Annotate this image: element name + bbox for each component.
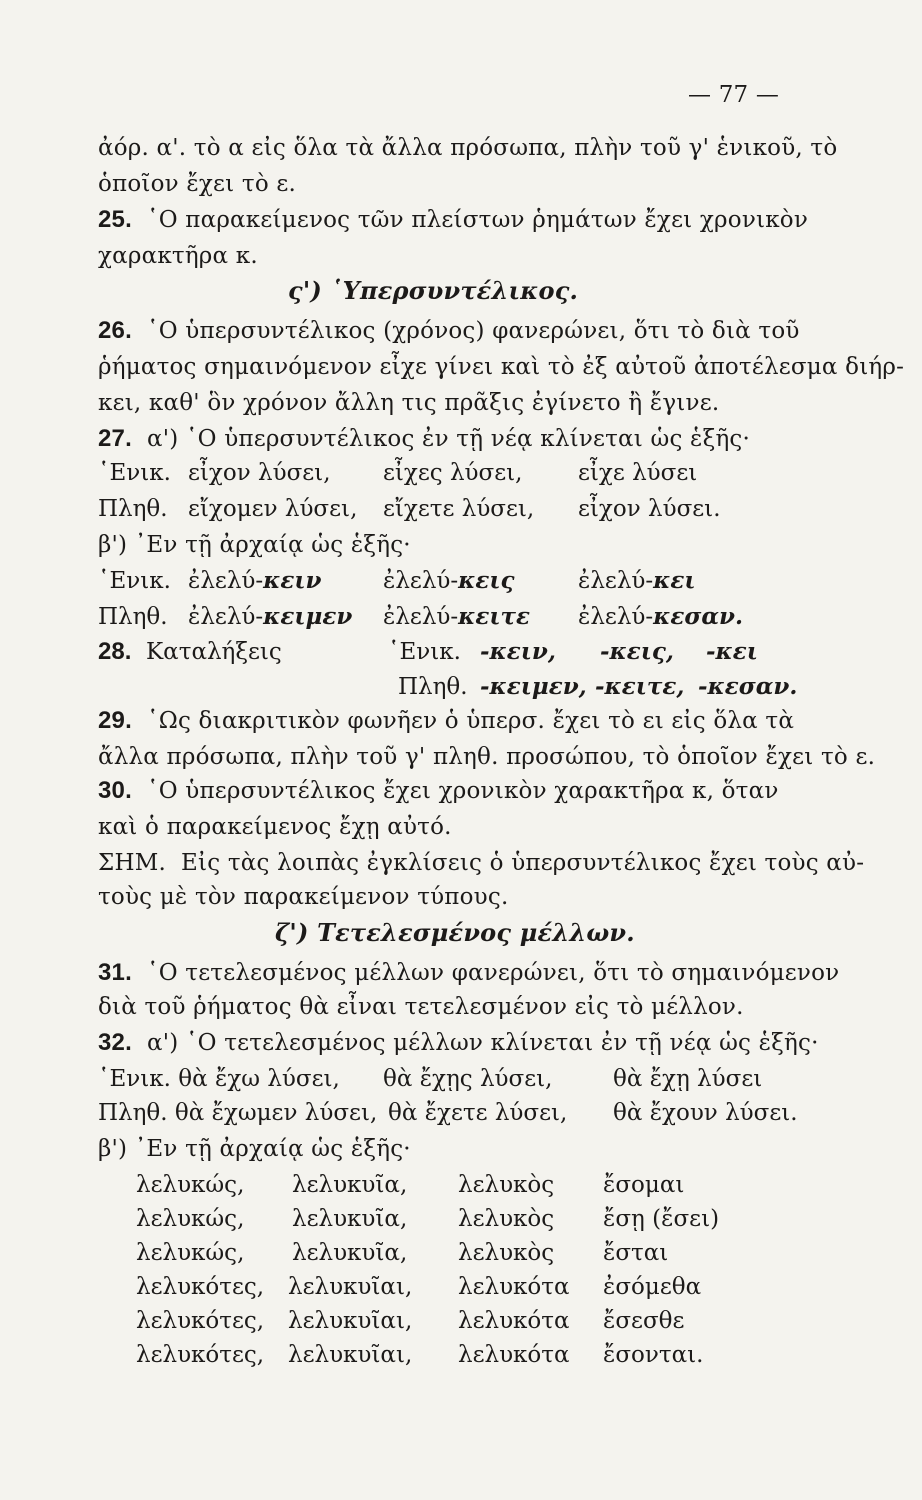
t32b-cell: λελυκυῖαι,: [288, 1274, 413, 1300]
paragraph-30-line-2: καὶ ὁ παρακείμενος ἔχῃ αὐτό.: [98, 814, 452, 840]
paragraph-31-number: 31.: [98, 959, 132, 986]
t32b-cell: λελυκυῖα,: [292, 1206, 408, 1232]
t32b-cell: λελυκότα: [458, 1342, 570, 1368]
paragraph-25: [98, 205, 808, 235]
p28-sg-label: ῾Ενικ.: [388, 639, 461, 665]
page-number: — 77 —: [688, 82, 780, 108]
paragraph-31-line-1: ῾Ο τετελεσμένος μέλλων φανερώνει, ὅτι τὸ σημαινόμενον: [147, 960, 840, 986]
p28-pl-label: Πληθ.: [398, 674, 468, 700]
paragraph-28-label: Καταλήξεις: [146, 639, 282, 665]
note-line-1: Εἰς τὰς λοιπὰς ἐγκλίσεις ὁ ὑπερσυντέλικος ἔχει τοὺς αὐ-: [181, 850, 865, 876]
t32b-cell: ἔσονται.: [603, 1342, 704, 1368]
t27b-sg-3: ἐλελύ-κει: [578, 567, 696, 594]
paragraph-27-beta: β') ᾿Εν τῇ ἀρχαίᾳ ὡς ἑξῆς·: [98, 532, 411, 558]
t32b-cell: λελυκότα: [458, 1308, 570, 1334]
t32a-pl-1: Πληθ. θὰ ἔχωμεν λύσει,: [98, 1100, 378, 1126]
note-label: ΣΗΜ.: [98, 850, 166, 876]
note-line-2: τοὺς μὲ τὸν παρακείμενον τύπους.: [98, 884, 509, 910]
section-heading-future-perfect: ζ') Τετελεσμένος μέλλων.: [275, 918, 635, 947]
t32b-cell: ἔσῃ (ἔσει): [603, 1206, 720, 1232]
t32a-pl-3: θὰ ἔχουν λύσει.: [613, 1100, 798, 1126]
paragraph-26-number: 26.: [98, 317, 132, 344]
section-heading-pluperfect: ς') ῾Υπερσυντέλικος.: [288, 276, 579, 305]
paragraph-31: [98, 958, 839, 988]
paragraph-29: [98, 706, 794, 736]
paragraph-26-line-1: ῾Ο ὑπερσυντέλικος (χρόνος) φανερώνει, ὅτι τὸ διὰ τοῦ: [147, 318, 800, 344]
t32b-cell: λελυκυῖα,: [292, 1172, 408, 1198]
paragraph-30: [98, 776, 779, 806]
p28-pl-3: -κεσαν.: [698, 673, 798, 700]
paragraph-29-line-1: ῾Ως διακριτικὸν φωνῆεν ὁ ὑπερσ. ἔχει τὸ ει εἰς ὅλα τὰ: [147, 708, 795, 734]
t27a-sg-2: εἶχες λύσει,: [383, 460, 523, 486]
t32b-cell: λελυκὸς: [458, 1240, 555, 1266]
paragraph-24-line-1: ἀόρ. α'. τὸ α εἰς ὅλα τὰ ἄλλα πρόσωπα, πλὴν τοῦ γ' ἑνικοῦ, τὸ: [98, 135, 838, 161]
paragraph-30-number: 30.: [98, 777, 132, 804]
t32b-cell: λελυκότες,: [136, 1342, 265, 1368]
t27b-pl-2: ἐλελύ-κειτε: [383, 603, 530, 630]
t32b-cell: ἔσομαι: [603, 1172, 685, 1198]
paragraph-29-line-2: ἄλλα πρόσωπα, πλὴν τοῦ γ' πληθ. προσώπου, τὸ ὁποῖον ἔχει τὸ ε.: [98, 744, 876, 770]
t27a-pl-3: εἶχον λύσει.: [578, 496, 721, 522]
t32b-cell: λελυκώς,: [136, 1206, 245, 1232]
paragraph-26-line-2: ῥήματος σημαινόμενον εἶχε γίνει καὶ τὸ ἐξ αὐτοῦ ἀποτέλεσμα διήρ-: [98, 354, 905, 380]
t27a-pl-1: εἴχομεν λύσει,: [188, 496, 358, 522]
t32b-cell: λελυκότες,: [136, 1274, 265, 1300]
paragraph-28-number: 28.: [98, 638, 132, 665]
paragraph-27: [98, 424, 750, 454]
t32a-sg-1: ῾Ενικ. θὰ ἔχω λύσει,: [98, 1066, 340, 1092]
t32b-cell: λελυκυῖαι,: [288, 1308, 413, 1334]
paragraph-29-number: 29.: [98, 707, 132, 734]
paragraph-24-line-2: ὁποῖον ἔχει τὸ ε.: [98, 171, 297, 197]
t32a-pl-2: θὰ ἔχετε λύσει,: [388, 1100, 568, 1126]
t32b-cell: λελυκώς,: [136, 1172, 245, 1198]
t32b-cell: λελυκότα: [458, 1274, 570, 1300]
note: [98, 848, 864, 878]
paragraph-28: [98, 637, 282, 667]
paragraph-26: [98, 316, 800, 346]
t27b-pl-3: ἐλελύ-κεσαν.: [578, 603, 744, 630]
paragraph-25-number: 25.: [98, 206, 132, 233]
paragraph-27-number: 27.: [98, 425, 132, 452]
t27a-sg-3: εἶχε λύσει: [578, 460, 698, 486]
t32b-cell: λελυκώς,: [136, 1240, 245, 1266]
p28-pl-2: -κειτε,: [595, 673, 685, 700]
t32b-cell: λελυκυῖαι,: [288, 1342, 413, 1368]
t32b-cell: ἐσόμεθα: [603, 1274, 702, 1300]
paragraph-25-line-1: ῾Ο παρακείμενος τῶν πλείστων ῥημάτων ἔχει χρονικὸν: [147, 207, 809, 233]
t27b-pl-label: Πληθ.: [98, 604, 168, 630]
t32a-sg-3: θὰ ἔχῃ λύσει: [613, 1066, 763, 1092]
t32b-cell: ἔσται: [603, 1240, 669, 1266]
t27b-pl-1: ἐλελύ-κειμεν: [188, 603, 353, 630]
paragraph-31-line-2: διὰ τοῦ ῥήματος θὰ εἶναι τετελεσμένον εἰς τὸ μέλλον.: [98, 994, 744, 1020]
t27a-pl-2: εἴχετε λύσει,: [383, 496, 535, 522]
p28-sg-2: -κεις,: [600, 638, 674, 665]
t32b-cell: λελυκὸς: [458, 1172, 555, 1198]
paragraph-30-line-1: ῾Ο ὑπερσυντέλικος ἔχει χρονικὸν χαρακτῆρα κ, ὅταν: [147, 778, 779, 804]
paragraph-32: [98, 1028, 819, 1058]
paragraph-32-number: 32.: [98, 1029, 132, 1056]
paragraph-25-line-2: χαρακτῆρα κ.: [98, 243, 258, 269]
t27b-sg-label: ῾Ενικ.: [98, 568, 171, 594]
t27a-sg-label: ῾Ενικ.: [98, 460, 171, 486]
t32b-cell: λελυκότες,: [136, 1308, 265, 1334]
t27b-sg-2: ἐλελύ-κεις: [383, 567, 515, 594]
paragraph-26-line-3: κει, καθ' ὃν χρόνον ἄλλη τις πρᾶξις ἐγίνετο ἢ ἔγινε.: [98, 390, 720, 416]
t27a-pl-label: Πληθ.: [98, 496, 168, 522]
paragraph-32-beta: β') ᾿Εν τῇ ἀρχαίᾳ ὡς ἑξῆς·: [98, 1136, 411, 1162]
p28-sg-3: -κει: [706, 638, 758, 665]
t32b-cell: λελυκυῖα,: [292, 1240, 408, 1266]
t32b-cell: ἔσεσθε: [603, 1308, 685, 1334]
p28-pl-1: -κειμεν,: [480, 673, 587, 700]
t32a-sg-2: θὰ ἔχῃς λύσει,: [383, 1066, 553, 1092]
t27b-sg-1: ἐλελύ-κειν: [188, 567, 322, 594]
p28-sg-1: -κειν,: [480, 638, 556, 665]
paragraph-32-text: α') ῾Ο τετελεσμένος μέλλων κλίνεται ἐν τῇ νέᾳ ὡς ἑξῆς·: [147, 1030, 819, 1056]
paragraph-27-text: α') ῾Ο ὑπερσυντέλικος ἐν τῇ νέᾳ κλίνεται ὡς ἑξῆς·: [147, 426, 751, 452]
t32b-cell: λελυκὸς: [458, 1206, 555, 1232]
t27a-sg-1: εἶχον λύσει,: [188, 460, 331, 486]
